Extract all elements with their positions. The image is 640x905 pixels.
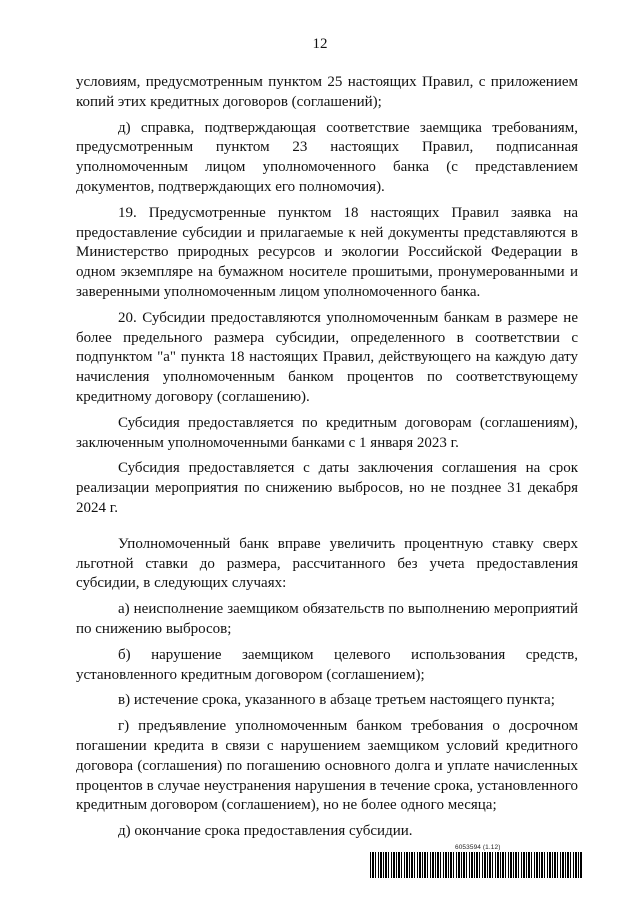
list-item-b: б) нарушение заемщиком целевого использования средств, установленного кредитным договором (соглашением); bbox=[76, 646, 578, 683]
paragraph-continuation: условиям, предусмотренным пунктом 25 настоящих Правил, с приложением копий этих кредитных договоров (соглашений); bbox=[76, 74, 578, 110]
paragraph-subsidy-contracts: Субсидия предоставляется по кредитным договорам (соглашениям), заключенным уполномоченными банками с 1 января 2023 г. bbox=[76, 414, 578, 451]
paragraph-item-d-certificate: д) справка, подтверждающая соответствие заемщика требованиям, предусмотренным пунктом 23 настоящих Правил, подписанная уполномоченным лицом уполномоченного банка (с представлением документов, подтверждающих его полномочия). bbox=[76, 119, 578, 195]
list-item-v: в) истечение срока, указанного в абзаце третьем настоящего пункта; bbox=[118, 692, 555, 709]
list-item-d-end: д) окончание срока предоставления субсидии. bbox=[118, 823, 413, 840]
barcode-icon bbox=[370, 852, 582, 878]
paragraph-subsidy-term: Субсидия предоставляется с даты заключения соглашения на срок реализации мероприятия по снижению выбросов, но не позднее 31 декабря 2024 г. bbox=[76, 460, 578, 516]
page-number: 12 bbox=[312, 36, 328, 52]
paragraph-clause-20: 20. Субсидии предоставляются уполномоченным банкам в размере не более предельного размера субсидии, определенного в соответствии с подпунктом "а" пункта 18 настоящих Правил, действующего на каждую дату начисления уполномоченным банком процентов по соответствующему кредитному договору (соглашению). bbox=[76, 309, 578, 405]
list-item-a: а) неисполнение заемщиком обязательств по выполнению мероприятий по снижению выбросов; bbox=[76, 601, 578, 637]
list-item-g: г) предъявление уполномоченным банком требования о досрочном погашении кредита в связи с нарушением заемщиком условий кредитного договора (соглашения) по погашению основного долга и уплате начисленных процентов в случае неустранения нарушения в течение срока, установленного кредитным договором (соглашением), но не более одного месяца; bbox=[76, 718, 578, 814]
paragraph-rate-increase: Уполномоченный банк вправе увеличить процентную ставку сверх льготной ставки до размера, рассчитанного без учета предоставления субсидии, в следующих случаях: bbox=[76, 535, 578, 592]
document-code: 6053594 (1.12) bbox=[455, 844, 501, 851]
paragraph-clause-19: 19. Предусмотренные пунктом 18 настоящих Правил заявка на предоставление субсидии и прилагаемые к ней документы представляются в Министерство природных ресурсов и экологии Российской Федерации в одном экземпляре на бумажном носителе прошитыми, пронумерованными и заверенными уполномоченным лицом уполномоченного банка. bbox=[76, 204, 578, 300]
document-body bbox=[76, 73, 578, 842]
